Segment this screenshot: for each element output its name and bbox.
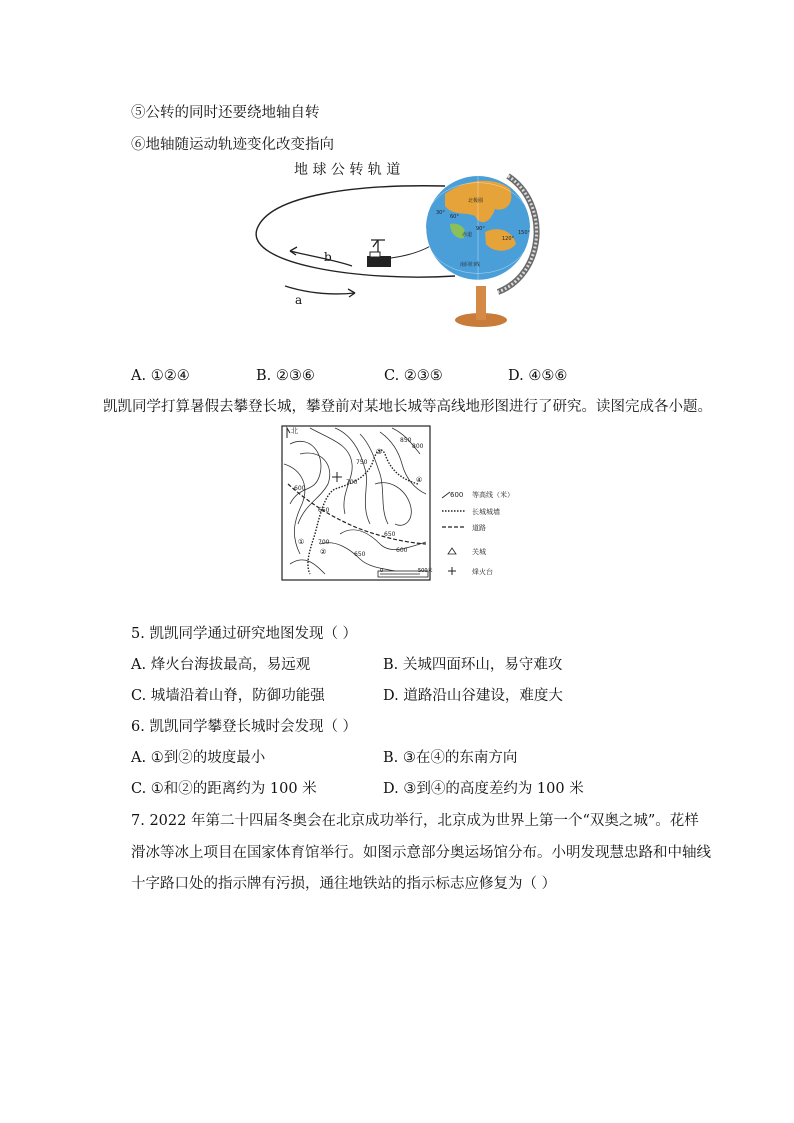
- orbit-figure: [240, 154, 570, 334]
- globe: [426, 176, 531, 280]
- globe-text: 北极圈: [468, 198, 484, 204]
- marker-3: ③: [376, 448, 383, 456]
- q4-option-c[interactable]: C. ②③⑤: [384, 368, 443, 384]
- contour-map: [280, 424, 540, 584]
- north-label: 北: [291, 427, 298, 435]
- legend-road: 道路: [472, 524, 486, 532]
- label-a: a: [295, 293, 303, 307]
- contour-label: 600: [396, 547, 408, 554]
- contour-label: 600: [294, 485, 306, 492]
- q7-line-1: 7. 2022 年第二十四届冬奥会在北京成功举行，北京成为世界上第一个“双奥之城”。花样: [131, 813, 699, 829]
- legend-contour-value: 600: [450, 491, 464, 499]
- q5-option-b[interactable]: B. 关城四面环山，易守难攻: [383, 657, 563, 673]
- scale-zero: 0: [380, 568, 384, 574]
- contour-label: 650: [318, 507, 330, 514]
- globe-text: 南回归线: [460, 262, 481, 268]
- globe-text: 150°: [518, 230, 531, 236]
- globe-text: 90°: [476, 226, 485, 232]
- contour-label: 650: [384, 531, 396, 538]
- scale-text: 500米: [418, 568, 433, 574]
- contour-label: 750: [356, 459, 368, 466]
- orbit-title: 地 球 公 转 轨 道: [294, 162, 401, 178]
- q6-stem: 6. 凯凯同学攀登长城时会发现（ ）: [131, 719, 358, 735]
- statement-5: ⑤公转的同时还要绕地轴自转: [131, 105, 320, 121]
- legend-wall: 长城城墙: [472, 508, 500, 516]
- q6-option-d[interactable]: D. ③到④的高度差约为 100 米: [383, 781, 584, 797]
- intro-passage: 凯凯同学打算暑假去攀登长城，攀登前对某地长城等高线地形图进行了研究。读图完成各小题。: [103, 399, 712, 415]
- marker-1: ①: [298, 538, 305, 546]
- contour-label: 650: [354, 551, 366, 558]
- q7-line-3: 十字路口处的指示牌有污损，通往地铁站的指示标志应修复为（ ）: [131, 876, 557, 892]
- contour-label: 700: [346, 479, 358, 486]
- marker-2: ②: [320, 548, 327, 556]
- orbit-path: [256, 186, 455, 277]
- map-legend: [442, 490, 514, 576]
- q7-line-2: 滑冰等冰上项目在国家体育馆举行。如图示意部分奥运场馆分布。小明发现慧忠路和中轴线: [131, 845, 711, 861]
- q6-option-c[interactable]: C. ①和②的距离约为 100 米: [131, 781, 317, 797]
- label-b: b: [324, 250, 332, 264]
- q5-stem: 5. 凯凯同学通过研究地图发现（ ）: [131, 626, 358, 642]
- q4-option-a[interactable]: A. ①②④: [131, 368, 190, 384]
- contour-label: 700: [318, 539, 330, 546]
- legend-beacon: 烽火台: [472, 568, 493, 576]
- q6-option-b[interactable]: B. ③在④的东南方向: [383, 750, 518, 766]
- marker-4: ④: [416, 476, 423, 484]
- q6-option-a[interactable]: A. ①到②的坡度最小: [131, 750, 266, 766]
- q4-option-b[interactable]: B. ②③⑥: [256, 368, 315, 384]
- legend-fort: 关城: [472, 548, 486, 556]
- q5-option-a[interactable]: A. 烽火台海拔最高，易远观: [131, 657, 311, 673]
- lamp-icon: [367, 240, 391, 267]
- contour-label: 850: [400, 437, 412, 444]
- globe-text: 60°: [450, 214, 459, 220]
- globe-text: 30°: [436, 210, 445, 216]
- contour-label: 800: [412, 443, 424, 450]
- legend-contour: 等高线（米）: [472, 491, 514, 499]
- q5-option-d[interactable]: D. 道路沿山谷建设，难度大: [383, 688, 563, 704]
- statement-6: ⑥地轴随运动轨迹变化改变指向: [131, 137, 334, 153]
- q4-option-d[interactable]: D. ④⑤⑥: [508, 368, 568, 384]
- globe-text: 赤道: [462, 232, 473, 238]
- q5-option-c[interactable]: C. 城墙沿着山脊，防御功能强: [131, 688, 325, 704]
- globe-text: 120°: [502, 236, 515, 242]
